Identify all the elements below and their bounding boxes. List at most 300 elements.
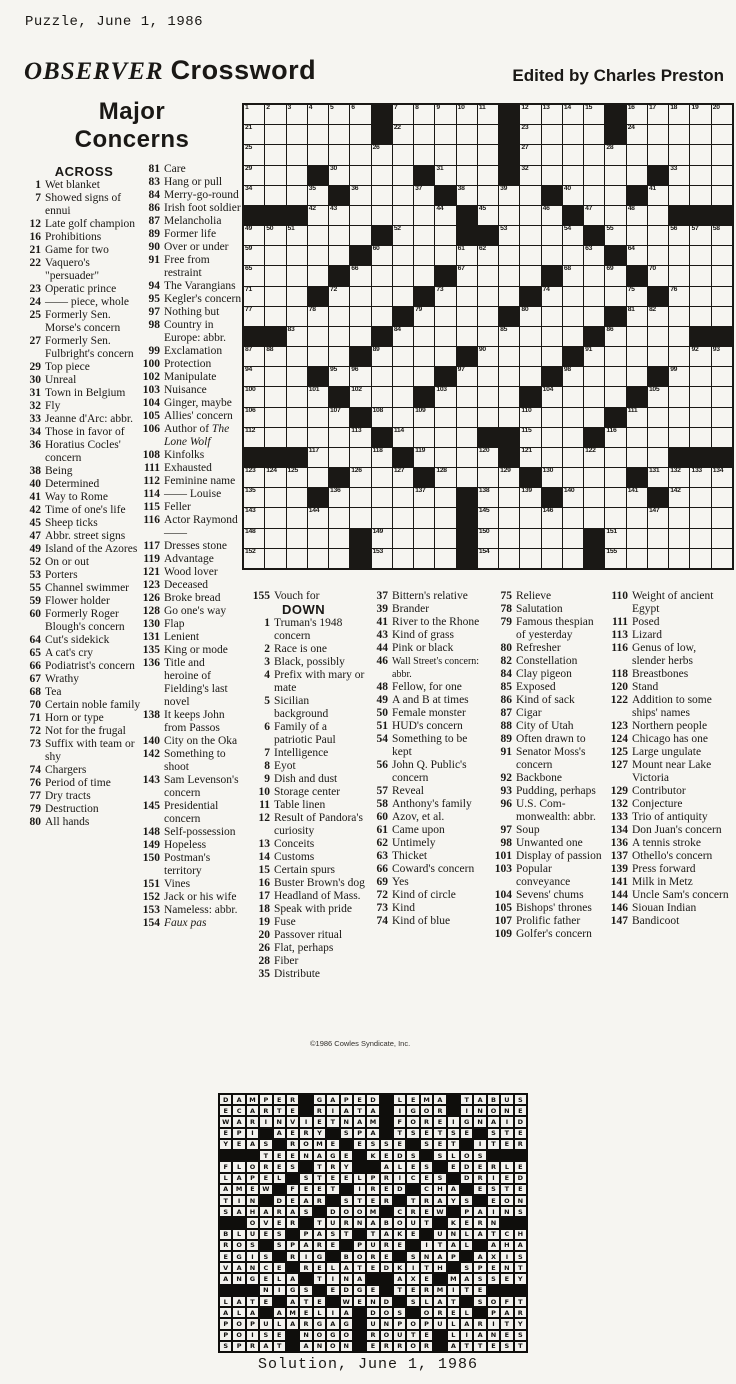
- solution-cell-letter: K: [394, 1263, 405, 1272]
- solution-cell-letter: R: [287, 1252, 298, 1261]
- solution-cell-letter: R: [421, 1117, 432, 1126]
- grid-cell: [414, 327, 434, 346]
- grid-cell: [627, 246, 647, 265]
- grid-cell-number: 29: [245, 164, 252, 172]
- grid-cell: [435, 428, 455, 447]
- grid-cell-number: 33: [670, 164, 678, 172]
- grid-cell: [265, 307, 285, 326]
- dateline: Puzzle, June 1, 1986: [25, 14, 204, 30]
- grid-cell: [435, 408, 455, 427]
- grid-cell: [499, 186, 519, 205]
- grid-cell: [457, 428, 477, 447]
- clue-text: Relieve: [516, 590, 552, 602]
- grid-cell: [563, 166, 583, 185]
- clue-number: 125: [610, 746, 628, 758]
- clue-text: Something to shoot: [164, 748, 226, 773]
- clue-text: Fuse: [274, 916, 296, 928]
- clue: [140, 202, 242, 215]
- clue: [140, 397, 242, 410]
- grid-cell-black: [350, 347, 370, 366]
- grid-cell: [308, 226, 328, 245]
- solution-cell-letter: E: [341, 1174, 352, 1183]
- grid-cell: [712, 226, 732, 245]
- solution-cell-letter: A: [434, 1297, 445, 1306]
- solution-cell-black: [407, 1185, 418, 1194]
- clue-number: 3: [264, 656, 270, 668]
- grid-cell: [520, 488, 540, 507]
- clue-number: 35: [258, 968, 270, 980]
- grid-cell-black: [499, 166, 519, 185]
- solution-cell-letter: A: [247, 1106, 258, 1115]
- grid-cell-number: 140: [563, 487, 575, 495]
- clue-number: 26: [258, 942, 270, 954]
- grid-cell: [244, 266, 264, 285]
- solution-cell-letter: O: [407, 1117, 418, 1126]
- grid-cell: [648, 105, 668, 124]
- clue: [368, 720, 486, 733]
- solution-cell-letter: E: [394, 1241, 405, 1250]
- grid-cell: [542, 327, 562, 346]
- solution-cell-letter: T: [274, 1342, 285, 1351]
- clue: [140, 514, 242, 540]
- solution-cell-letter: O: [488, 1297, 499, 1306]
- solution-cell-letter: N: [488, 1218, 499, 1227]
- clue-text: Famous thespian of yesterday: [516, 616, 594, 641]
- solution-cell-letter: L: [274, 1319, 285, 1328]
- grid-cell: [457, 266, 477, 285]
- solution-cell-letter: A: [501, 1308, 512, 1317]
- clue: [490, 720, 602, 733]
- clue-text: King or mode: [164, 644, 228, 656]
- grid-cell: [499, 488, 519, 507]
- solution-cell-letter: X: [488, 1252, 499, 1261]
- clue-text: Brander: [392, 603, 430, 615]
- grid-cell-number: 88: [266, 346, 274, 354]
- solution-cell-letter: N: [367, 1297, 378, 1306]
- solution-cell-letter: E: [434, 1117, 445, 1126]
- grid-cell: [478, 246, 498, 265]
- grid-cell: [499, 206, 519, 225]
- solution-cell-letter: Y: [314, 1129, 325, 1138]
- solution-cell-letter: N: [501, 1207, 512, 1216]
- solution-cell-letter: K: [394, 1230, 405, 1239]
- solution-cell-letter: S: [300, 1207, 311, 1216]
- grid-cell-number: 131: [648, 467, 660, 475]
- grid-cell: [372, 488, 392, 507]
- grid-cell: [244, 125, 264, 144]
- clue: [246, 799, 366, 812]
- clue-text: Bishops' thrones: [516, 902, 592, 914]
- solution-cell-letter: N: [421, 1252, 432, 1261]
- grid-cell-number: 58: [712, 225, 720, 233]
- solution-cell-letter: R: [220, 1241, 231, 1250]
- clue: [25, 517, 143, 530]
- grid-cell-number: 91: [585, 346, 593, 354]
- clue: [246, 890, 366, 903]
- grid-cell: [627, 508, 647, 527]
- grid-cell: [542, 448, 562, 467]
- grid-cell-black: [499, 307, 519, 326]
- grid-cell: [414, 408, 434, 427]
- grid-cell-number: 46: [542, 204, 550, 212]
- grid-cell-number: 102: [351, 386, 362, 394]
- grid-cell-number: 143: [245, 507, 256, 515]
- clue-number: 7: [264, 747, 270, 759]
- grid-cell: [669, 529, 689, 548]
- solution-cell-black: [327, 1297, 338, 1306]
- solution-cell-letter: O: [327, 1342, 338, 1351]
- grid-cell-black: [393, 307, 413, 326]
- clue-number: 41: [29, 491, 41, 503]
- clue-text: Kegler's concern: [164, 293, 242, 305]
- clue: [246, 955, 366, 968]
- clue-text: Azov, et al.: [392, 811, 445, 823]
- grid-cell: [435, 508, 455, 527]
- grid-cell-number: 141: [627, 487, 639, 495]
- solution-cell-letter: D: [461, 1162, 472, 1171]
- grid-cell: [287, 186, 307, 205]
- clue: [25, 374, 143, 387]
- clue-number: 107: [494, 915, 512, 927]
- grid-cell: [244, 105, 264, 124]
- clue: [25, 361, 143, 374]
- solution-cell-letter: A: [287, 1207, 298, 1216]
- solution-cell-letter: E: [327, 1286, 338, 1295]
- grid-cell-black: [605, 125, 625, 144]
- grid-cell: [690, 549, 710, 568]
- grid-cell-number: 107: [330, 406, 341, 414]
- clue-text: Kind of sack: [516, 694, 575, 706]
- clue-text: Care: [164, 163, 186, 175]
- grid-cell: [265, 549, 285, 568]
- grid-cell-black: [372, 125, 392, 144]
- grid-cell-number: 5: [330, 104, 334, 111]
- grid-cell-black: [414, 468, 434, 487]
- grid-cell: [690, 428, 710, 447]
- grid-cell: [329, 367, 349, 386]
- grid-cell: [627, 226, 647, 245]
- grid-cell-number: 40: [563, 184, 571, 192]
- solution-cell-letter: Y: [515, 1274, 526, 1283]
- solution-cell-letter: N: [274, 1117, 285, 1126]
- solution-cell-letter: A: [474, 1207, 485, 1216]
- clue: [246, 838, 366, 851]
- clue-text: Cigar: [516, 707, 542, 719]
- solution-cell-letter: T: [474, 1342, 485, 1351]
- grid-cell-black: [627, 266, 647, 285]
- solution-cell-letter: R: [381, 1342, 392, 1351]
- clue-text: Certain spurs: [274, 864, 336, 876]
- clue-number: 15: [258, 864, 270, 876]
- clue-text: Truman's 1948 concern: [274, 617, 343, 642]
- grid-cell-black: [648, 166, 668, 185]
- solution-cell-letter: A: [300, 1342, 311, 1351]
- grid-cell-number: 148: [245, 527, 256, 535]
- grid-cell: [329, 428, 349, 447]
- grid-cell-black: [350, 549, 370, 568]
- grid-cell: [648, 468, 668, 487]
- grid-cell: [563, 367, 583, 386]
- grid-cell: [244, 387, 264, 406]
- clue: [246, 968, 366, 981]
- grid-cell-number: 36: [351, 184, 359, 192]
- clue-text: Flat, perhaps: [274, 942, 334, 954]
- grid-cell-number: 21: [245, 124, 252, 132]
- grid-cell: [478, 347, 498, 366]
- clue-text: Posed: [632, 616, 660, 628]
- solution-cell-letter: G: [327, 1151, 338, 1160]
- solution-cell-letter: T: [354, 1263, 365, 1272]
- clue: [25, 504, 143, 517]
- clue: [140, 345, 242, 358]
- grid-cell-number: 44: [436, 204, 444, 212]
- clue-text: River to the Rhone: [392, 616, 480, 628]
- clue: [490, 850, 602, 863]
- solution-cell-black: [341, 1140, 352, 1149]
- grid-cell: [520, 549, 540, 568]
- clue-text: Weight of ancient Egypt: [632, 590, 714, 615]
- solution-cell-letter: T: [515, 1297, 526, 1306]
- clue: [246, 760, 366, 773]
- solution-cell-letter: R: [287, 1140, 298, 1149]
- grid-cell-number: 130: [542, 467, 554, 475]
- grid-cell-black: [605, 408, 625, 427]
- down-clues-column-4: [604, 590, 732, 928]
- solution-cell-letter: L: [354, 1174, 365, 1183]
- clue-text: Refresher: [516, 642, 561, 654]
- clue-number: 86: [148, 202, 160, 214]
- grid-cell-number: 28: [606, 144, 614, 152]
- clue-number: 73: [376, 902, 388, 914]
- grid-cell: [520, 529, 540, 548]
- solution-cell-letter: A: [287, 1319, 298, 1328]
- solution-cell-letter: B: [488, 1095, 499, 1104]
- grid-cell: [329, 488, 349, 507]
- clue-text: Kind: [392, 902, 415, 914]
- clue: [368, 889, 486, 902]
- grid-cell: [584, 206, 604, 225]
- grid-cell: [265, 287, 285, 306]
- solution-cell-black: [474, 1308, 485, 1317]
- clue-number: 108: [142, 449, 160, 461]
- grid-cell: [350, 367, 370, 386]
- solution-cell-black: [461, 1140, 472, 1149]
- clue-text: Ginger, maybe: [164, 397, 232, 409]
- grid-cell-number: 132: [670, 467, 681, 475]
- solution-cell-letter: T: [314, 1174, 325, 1183]
- solution-cell-black: [354, 1151, 365, 1160]
- grid-cell: [584, 246, 604, 265]
- solution-cell-letter: T: [488, 1230, 499, 1239]
- clue-number: 143: [142, 774, 160, 786]
- clue-text: Senator Moss's concern: [516, 746, 586, 771]
- grid-cell: [648, 448, 668, 467]
- grid-cell: [520, 307, 540, 326]
- clue: [604, 785, 732, 798]
- grid-cell: [542, 287, 562, 306]
- grid-cell: [350, 428, 370, 447]
- clue: [140, 358, 242, 371]
- solution-cell-letter: T: [327, 1185, 338, 1194]
- solution-grid: [218, 1093, 528, 1353]
- solution-cell-letter: S: [474, 1274, 485, 1283]
- clue: [140, 904, 242, 917]
- clue-text: Display of passion: [516, 850, 602, 862]
- clue-text: Sevens' chums: [516, 889, 584, 901]
- grid-cell: [393, 327, 413, 346]
- grid-cell-number: 124: [266, 467, 277, 475]
- solution-cell-letter: O: [421, 1106, 432, 1115]
- grid-cell: [690, 186, 710, 205]
- clue-text: Customs: [274, 851, 315, 863]
- grid-cell-number: 42: [308, 204, 316, 212]
- clue-text: Female monster: [392, 707, 466, 719]
- clue-text: Deceased: [164, 579, 209, 591]
- grid-cell: [287, 266, 307, 285]
- grid-cell-black: [244, 448, 264, 467]
- clue-number: 17: [258, 890, 270, 902]
- clue-text: Formerly Sen. Fulbright's concern: [45, 335, 134, 360]
- solution-cell-letter: I: [247, 1331, 258, 1340]
- grid-cell: [648, 266, 668, 285]
- solution-cell-letter: N: [474, 1106, 485, 1115]
- grid-cell: [457, 287, 477, 306]
- grid-cell-black: [478, 428, 498, 447]
- clue-text: On or out: [45, 556, 90, 568]
- clue-number: 4: [264, 669, 270, 681]
- solution-cell-letter: E: [327, 1140, 338, 1149]
- grid-cell-number: 60: [372, 245, 380, 253]
- clue-number: 22: [29, 257, 41, 269]
- clue-text: Destruction: [45, 803, 99, 815]
- clue: [246, 812, 366, 838]
- clue-number: 70: [29, 699, 41, 711]
- grid-cell: [350, 327, 370, 346]
- grid-cell-number: 57: [691, 225, 699, 233]
- grid-cell: [648, 145, 668, 164]
- solution-cell-letter: R: [327, 1162, 338, 1171]
- clue: [140, 774, 242, 800]
- clue-number: 66: [29, 660, 41, 672]
- solution-cell-letter: W: [341, 1297, 352, 1306]
- solution-cell-black: [381, 1207, 392, 1216]
- grid-cell: [457, 145, 477, 164]
- grid-cell: [648, 246, 668, 265]
- solution-cell-letter: Y: [220, 1140, 231, 1149]
- clue-number: 41: [376, 616, 388, 628]
- grid-cell: [350, 508, 370, 527]
- clue-text: Untimely: [392, 837, 436, 849]
- solution-cell-letter: A: [434, 1196, 445, 1205]
- solution-cell-letter: S: [394, 1308, 405, 1317]
- grid-cell: [499, 226, 519, 245]
- grid-cell-number: 136: [330, 487, 341, 495]
- solution-cell-letter: L: [448, 1319, 459, 1328]
- clue: [368, 616, 486, 629]
- clue: [368, 642, 486, 655]
- solution-cell-letter: T: [501, 1319, 512, 1328]
- solution-cell-letter: E: [260, 1174, 271, 1183]
- grid-cell-number: 9: [436, 104, 440, 111]
- solution-cell-black: [274, 1297, 285, 1306]
- solution-cell-letter: A: [247, 1308, 258, 1317]
- grid-cell: [690, 488, 710, 507]
- grid-cell-black: [308, 488, 328, 507]
- solution-cell-black: [287, 1230, 298, 1239]
- clue-number: 130: [142, 618, 160, 630]
- clue-number: 42: [29, 504, 41, 516]
- clue: [25, 439, 143, 465]
- solution-cell-letter: V: [220, 1263, 231, 1272]
- grid-cell: [648, 387, 668, 406]
- clue-number: 95: [148, 293, 160, 305]
- clue: [246, 656, 366, 669]
- clue-number: 137: [610, 850, 628, 862]
- clue: [368, 798, 486, 811]
- clue-number: 60: [29, 608, 41, 620]
- grid-cell-number: 41: [648, 184, 656, 192]
- grid-cell-black: [584, 549, 604, 568]
- clue-number: 52: [29, 556, 41, 568]
- solution-cell-letter: S: [407, 1297, 418, 1306]
- grid-cell-number: 151: [606, 527, 617, 535]
- clue: [25, 309, 143, 335]
- solution-cell-letter: T: [461, 1342, 472, 1351]
- clue: [140, 319, 242, 345]
- grid-cell: [244, 529, 264, 548]
- solution-cell-letter: O: [233, 1331, 244, 1340]
- clue-text: Certain noble family: [45, 699, 141, 711]
- grid-cell-number: 62: [478, 245, 486, 253]
- clue-text: Unreal: [45, 374, 77, 386]
- solution-cell-black: [287, 1342, 298, 1351]
- grid-cell-number: 51: [287, 225, 295, 233]
- clue-number: 91: [148, 254, 160, 266]
- solution-cell-letter: U: [394, 1331, 405, 1340]
- grid-cell: [563, 408, 583, 427]
- solution-cell-letter: A: [434, 1095, 445, 1104]
- clue: [25, 660, 143, 673]
- solution-cell-letter: A: [448, 1185, 459, 1194]
- grid-cell: [244, 408, 264, 427]
- solution-cell-letter: R: [341, 1218, 352, 1227]
- clue-number: 99: [148, 345, 160, 357]
- grid-cell: [372, 367, 392, 386]
- grid-cell-number: 108: [372, 406, 384, 414]
- clue-text: Country in Europe: abbr.: [164, 319, 226, 344]
- clue: [140, 735, 242, 748]
- clue-text: Pudding, perhaps: [516, 785, 596, 797]
- grid-cell-black: [244, 206, 264, 225]
- grid-cell: [669, 508, 689, 527]
- grid-cell-number: 2: [266, 104, 270, 111]
- grid-cell: [478, 166, 498, 185]
- clue-text: Sheep ticks: [45, 517, 98, 529]
- clue-number: 147: [610, 915, 628, 927]
- solution-cell-letter: I: [300, 1252, 311, 1261]
- grid-cell-number: 122: [585, 446, 596, 454]
- clue-text: Tea: [45, 686, 62, 698]
- solution-cell-letter: E: [488, 1342, 499, 1351]
- clue: [604, 759, 732, 785]
- grid-cell: [478, 508, 498, 527]
- grid-cell: [372, 468, 392, 487]
- clue-number: 74: [29, 764, 41, 776]
- clue-number: 49: [29, 543, 41, 555]
- clue: [25, 790, 143, 803]
- solution-cell-letter: P: [247, 1319, 258, 1328]
- grid-cell: [542, 408, 562, 427]
